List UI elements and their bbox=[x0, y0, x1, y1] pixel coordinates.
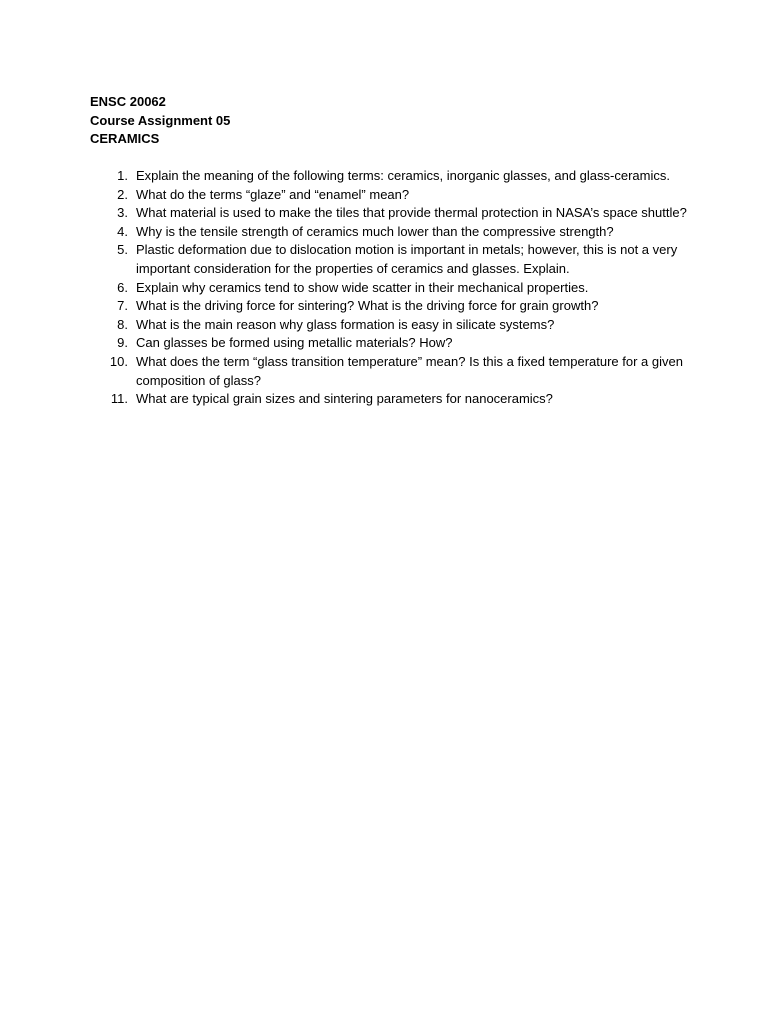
list-item bbox=[90, 297, 710, 316]
item-number: 9. bbox=[117, 335, 128, 351]
document-header bbox=[90, 93, 230, 149]
item-number: 5. bbox=[117, 242, 128, 258]
item-text: What is the main reason why glass formation is easy in silicate systems? bbox=[136, 316, 555, 332]
item-number: 10. bbox=[109, 353, 128, 369]
list-item bbox=[90, 334, 710, 353]
item-number: 11. bbox=[110, 391, 128, 407]
item-text: What material is used to make the tiles that provide thermal protection in NASA’s space shuttle? bbox=[136, 205, 687, 221]
list-item bbox=[90, 186, 710, 205]
item-text: Why is the tensile strength of ceramics much lower than the compressive strength? bbox=[136, 223, 614, 239]
item-number: 6. bbox=[117, 279, 128, 295]
item-number: 1. bbox=[117, 168, 128, 183]
item-text: Can glasses be formed using metallic materials? How? bbox=[136, 335, 453, 351]
list-item bbox=[90, 316, 710, 335]
question-list bbox=[90, 167, 710, 409]
list-item bbox=[90, 167, 710, 186]
item-number: 3. bbox=[117, 205, 128, 221]
list-item bbox=[90, 353, 710, 390]
item-number: 4. bbox=[117, 223, 128, 239]
list-item bbox=[90, 241, 710, 278]
item-text: Explain why ceramics tend to show wide scatter in their mechanical properties. bbox=[136, 279, 589, 295]
item-text: Plastic deformation due to dislocation motion is important in metals; however, this is not a very important consideration for the properties of ceramics and glasses. Explain. bbox=[136, 242, 678, 276]
topic-title: CERAMICS bbox=[90, 131, 160, 147]
item-number: 7. bbox=[117, 298, 128, 314]
course-code: ENSC 20062 bbox=[90, 94, 166, 109]
list-item bbox=[90, 223, 710, 242]
item-text: What is the driving force for sintering? What is the driving force for grain growth? bbox=[136, 298, 599, 314]
item-text: What are typical grain sizes and sintering parameters for nanoceramics? bbox=[136, 391, 553, 407]
item-text: Explain the meaning of the following terms: ceramics, inorganic glasses, and glass-ceramics. bbox=[136, 168, 670, 183]
item-text: What do the terms “glaze” and “enamel” mean? bbox=[136, 186, 410, 202]
list-item bbox=[90, 204, 710, 223]
assignment-title: Course Assignment 05 bbox=[90, 112, 231, 128]
item-text: What does the term “glass transition temperature” mean? Is this a fixed temperature for a given composition of glass? bbox=[136, 353, 683, 388]
list-item bbox=[90, 390, 710, 409]
item-number: 8. bbox=[117, 316, 128, 332]
item-number: 2. bbox=[117, 186, 128, 202]
list-item bbox=[90, 279, 710, 298]
